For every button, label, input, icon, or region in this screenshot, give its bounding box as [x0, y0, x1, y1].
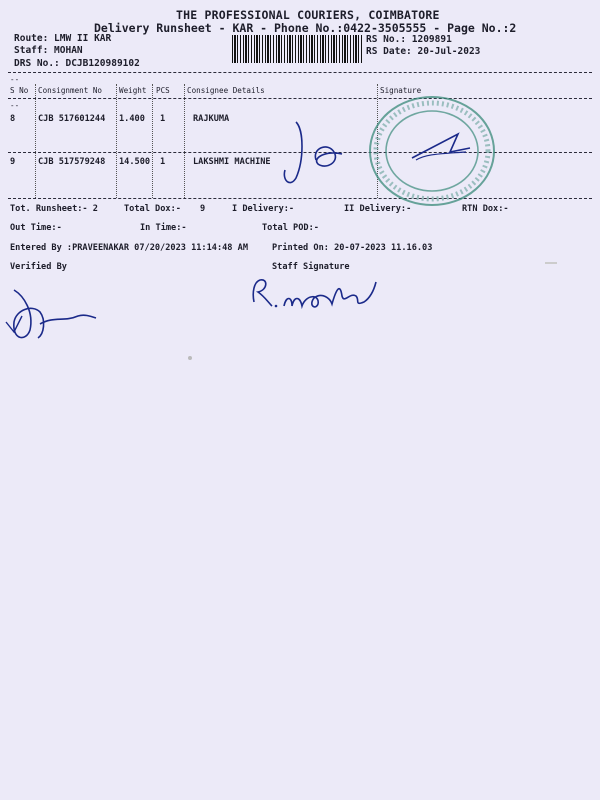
ii-delivery: II Delivery:-: [344, 204, 412, 214]
col-consignment-no: Consignment No: [38, 86, 103, 95]
col-pcs: PCS: [156, 86, 170, 95]
table-row-consignment: CJB 517579248: [38, 157, 106, 167]
consignee-signature-handwriting: [282, 120, 352, 190]
table-row-consignment: CJB 517601244: [38, 114, 106, 124]
company-name: THE PROFESSIONAL COURIERS, COIMBATORE: [176, 8, 440, 22]
table-row-pcs: 1: [160, 114, 166, 124]
print-speck: [188, 356, 192, 360]
table-row-sno: 8: [10, 114, 16, 124]
table-row-marker: --: [10, 101, 20, 110]
drs-number: DRS No.: DCJB120989102: [14, 58, 140, 69]
divider-table-bottom: [8, 198, 592, 199]
barcode: [232, 35, 362, 63]
table-row-weight: 1.400: [119, 114, 145, 124]
company-stamp: [366, 94, 498, 208]
col-weight: Weight: [119, 86, 147, 95]
table-row-consignee: RAJKUMA: [193, 114, 230, 124]
route-label: Route: LMW II KAR: [14, 33, 112, 44]
entered-by: Entered By :PRAVEENAKAR 07/20/2023 11:14:48 AM: [10, 243, 248, 253]
verified-by: Verified By: [10, 262, 67, 272]
table-row-sno: 9: [10, 157, 16, 167]
table-row-weight: 14.500: [119, 157, 151, 167]
in-time: In Time:-: [140, 223, 187, 233]
rs-number: RS No.: 1209891: [366, 34, 452, 45]
col-signature: Signature: [380, 86, 422, 95]
printed-on: Printed On: 20-07-2023 11.16.03: [272, 243, 433, 253]
col-separator: [116, 84, 117, 198]
rtn-dox: RTN Dox:-: [462, 204, 509, 214]
col-separator: [35, 84, 36, 198]
i-delivery: I Delivery:-: [232, 204, 295, 214]
table-top-marker: --: [10, 75, 20, 84]
table-row-consignee: LAKSHMI MACHINE: [193, 157, 271, 167]
print-speck: [545, 262, 557, 264]
staff-signature: [246, 272, 386, 316]
col-separator: [152, 84, 153, 198]
staff-signature-label: Staff Signature: [272, 262, 350, 272]
total-dox-value: 9: [200, 204, 206, 214]
rs-date: RS Date: 20-Jul-2023: [366, 46, 481, 57]
divider-top: [8, 72, 592, 73]
col-consignee-details: Consignee Details: [187, 86, 265, 95]
verifier-signature: [4, 282, 104, 352]
total-pod: Total POD:-: [262, 223, 319, 233]
total-runsheet: Tot. Runsheet:- 2: [10, 204, 98, 214]
total-dox-label: Total Dox:-: [124, 204, 181, 214]
col-sno: S No: [10, 86, 29, 95]
col-separator: [184, 84, 185, 198]
out-time: Out Time:-: [10, 223, 62, 233]
table-row-pcs: 1: [160, 157, 166, 167]
divider-header: [8, 98, 592, 99]
staff-label: Staff: MOHAN: [14, 45, 83, 56]
runsheet-subtitle: Delivery Runsheet - KAR - Phone No.:0422-3505555 - Page No.:2: [94, 21, 517, 35]
